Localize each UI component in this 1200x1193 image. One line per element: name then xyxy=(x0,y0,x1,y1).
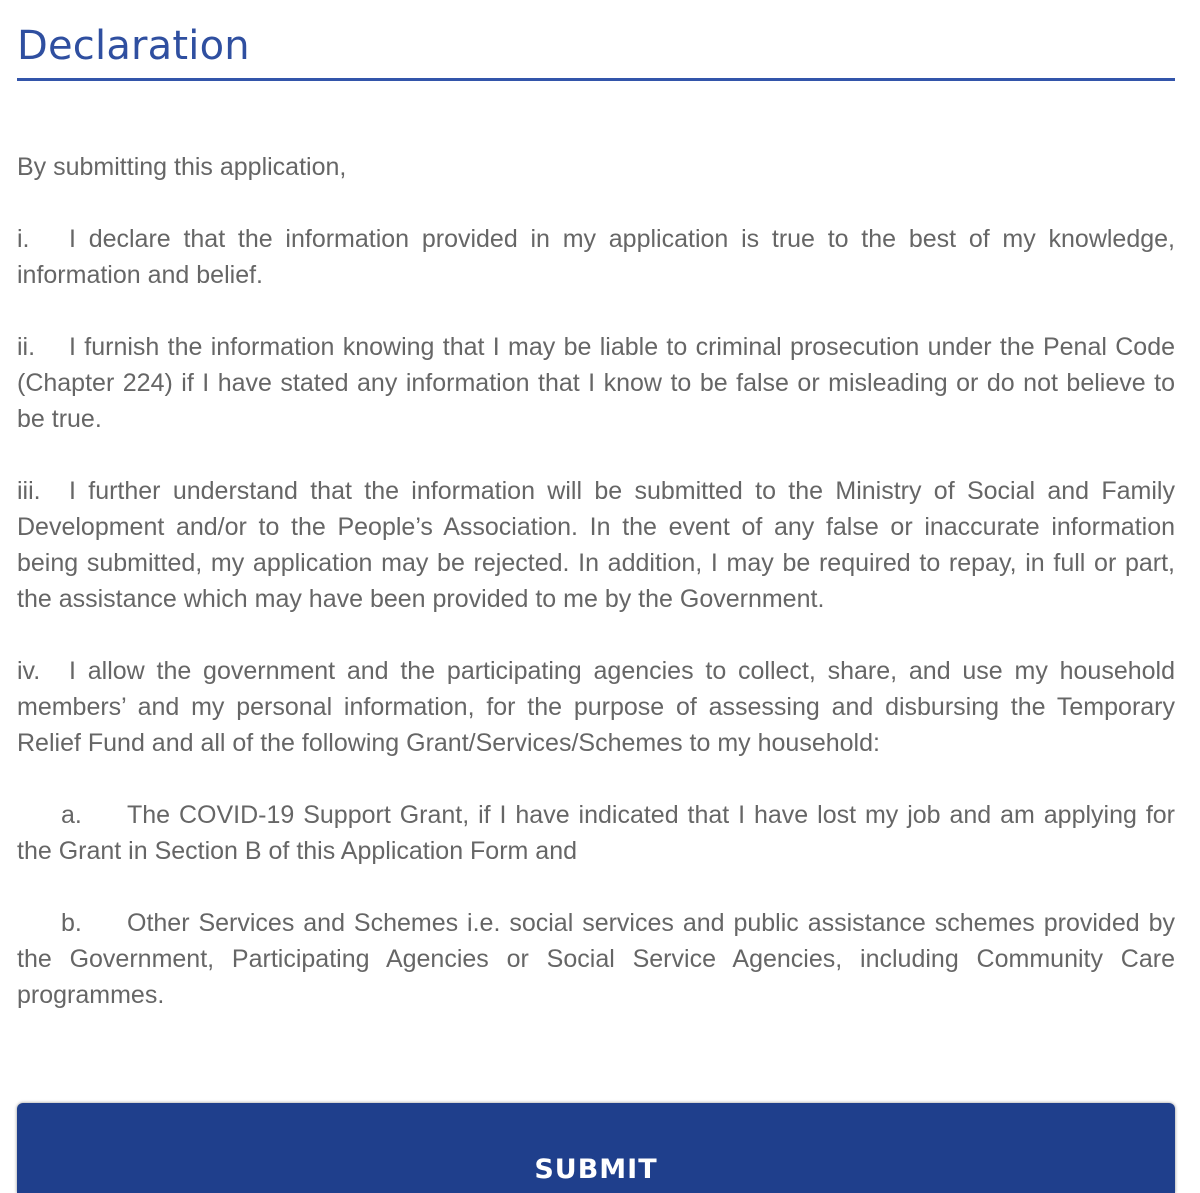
submit-area xyxy=(17,1103,1175,1193)
item-number: i. xyxy=(17,225,30,253)
item-number: ii. xyxy=(17,333,36,361)
declaration-item-ii xyxy=(17,329,1175,437)
declaration-section xyxy=(17,0,1175,1049)
item-text: I allow the government and the participating agencies to collect, share, and use my household members’ and my personal information, for the purpose of assessing and disbursing the Temporary Relief Fund and all of the following Grant/Services/Schemes to my household: xyxy=(17,657,1175,757)
declaration-item-i xyxy=(17,221,1175,293)
subitem-letter: a. xyxy=(61,801,82,829)
page-title: Declaration xyxy=(17,23,250,69)
intro-text: By submitting this application, xyxy=(17,153,347,181)
declaration-body xyxy=(17,149,1175,1013)
item-number: iv. xyxy=(17,657,41,685)
item-number: iii. xyxy=(17,477,41,505)
submit-button[interactable] xyxy=(17,1103,1175,1193)
declaration-subitem-b xyxy=(17,905,1175,1013)
item-text: I declare that the information provided in my application is true to the best of my knowledge, information and belief. xyxy=(17,225,1175,289)
declaration-item-iii xyxy=(17,473,1175,617)
declaration-item-iv xyxy=(17,653,1175,761)
item-text: I further understand that the information will be submitted to the Ministry of Social and Family Development and/or to the People’s Association. In the event of any false or inaccurate information being submitted, my application may be rejected. In addition, I may be required to repay, in full or part, the assistance which may have been provided to me by the Government. xyxy=(17,477,1175,613)
subitem-text: The COVID-19 Support Grant, if I have indicated that I have lost my job and am applying for the Grant in Section B of this Application Form and xyxy=(17,801,1175,865)
subitem-letter: b. xyxy=(61,909,82,937)
subitem-text: Other Services and Schemes i.e. social services and public assistance schemes provided by the Government, Participating Agencies or Social Service Agencies, including Community Care programmes. xyxy=(17,909,1175,1009)
title-divider xyxy=(17,78,1175,81)
declaration-subitem-a xyxy=(17,797,1175,869)
item-text: I furnish the information knowing that I may be liable to criminal prosecution under the Penal Code (Chapter 224) if I have stated any information that I know to be false or misleading or do not believe to be true. xyxy=(17,333,1175,433)
submit-button-label: SUBMIT xyxy=(534,1154,658,1185)
